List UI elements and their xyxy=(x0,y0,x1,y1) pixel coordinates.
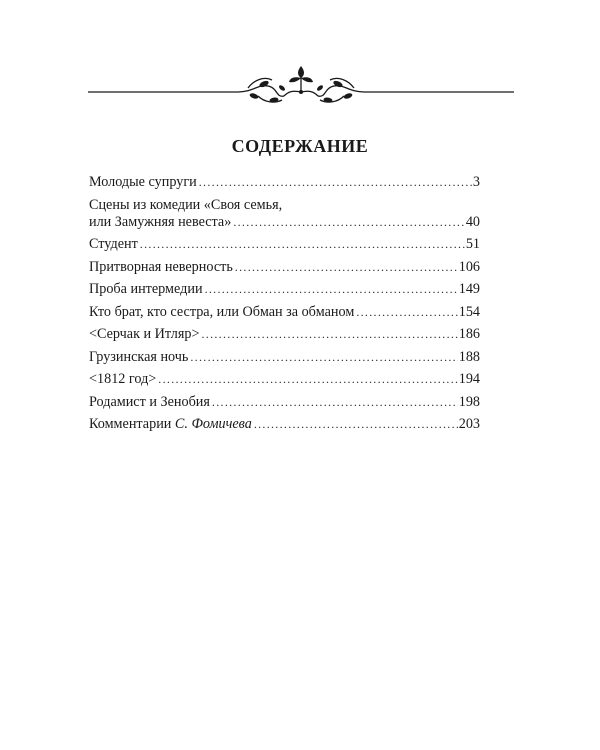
toc-page-number: 149 xyxy=(458,281,480,297)
toc-entry-title: или Замужняя невеста» xyxy=(89,213,232,230)
toc-entry xyxy=(89,236,480,253)
dot-leader xyxy=(212,394,458,411)
dot-leader xyxy=(205,281,458,298)
table-of-contents xyxy=(89,174,480,439)
dot-leader xyxy=(190,349,457,366)
toc-page-number: 51 xyxy=(465,236,480,252)
toc-page-number: 203 xyxy=(458,416,480,432)
toc-entry-author: С. Фомичева xyxy=(174,416,252,432)
toc-entry-title: Притворная неверность xyxy=(89,258,233,275)
toc-page-number: 188 xyxy=(458,348,480,365)
dot-leader xyxy=(201,326,457,343)
toc-page-number: 3 xyxy=(472,174,480,190)
toc-page-number: 194 xyxy=(458,371,480,387)
toc-entry xyxy=(89,304,480,321)
dot-leader xyxy=(199,174,472,191)
toc-entry-title: Кто брат, кто сестра, или Обман за обманом xyxy=(89,303,355,320)
toc-entry-title: Грузинская ночь xyxy=(89,348,189,365)
dot-leader xyxy=(235,259,458,276)
toc-entry xyxy=(89,326,480,343)
toc-page-number: 154 xyxy=(458,303,480,320)
toc-entry-title-text: Комментарии xyxy=(89,416,172,432)
toc-entry-title: Проба интермедии xyxy=(89,281,203,297)
toc-page-number: 40 xyxy=(465,213,480,230)
toc-entry xyxy=(89,371,480,388)
toc-entry xyxy=(89,174,480,191)
toc-entry-title: Студент xyxy=(89,236,138,252)
toc-entry-title: Родамист и Зенобия xyxy=(89,393,210,410)
dot-leader xyxy=(158,371,457,388)
dot-leader xyxy=(233,214,465,231)
dot-leader xyxy=(140,236,465,253)
dot-leader xyxy=(356,304,457,321)
toc-entry-title: <Серчак и Итляр> xyxy=(89,326,200,342)
toc-page-number: 106 xyxy=(458,258,480,275)
toc-entry xyxy=(89,394,480,411)
toc-entry-title: <1812 год> xyxy=(89,371,157,387)
toc-entry xyxy=(89,416,480,433)
toc-page-number: 198 xyxy=(458,393,480,410)
toc-entry xyxy=(89,197,480,231)
toc-entry-title: Молодые супруги xyxy=(89,174,197,190)
dot-leader xyxy=(254,416,458,433)
toc-entry xyxy=(89,349,480,366)
toc-entry xyxy=(89,259,480,276)
floral-vine-ornament-icon xyxy=(88,62,514,108)
toc-entry-title-line1: Сцены из комедии «Своя семья, xyxy=(89,196,283,213)
page-title: СОДЕРЖАНИЕ xyxy=(231,136,369,156)
toc-entry xyxy=(89,281,480,298)
toc-entry-title xyxy=(89,416,252,433)
toc-page-number: 186 xyxy=(458,326,480,342)
